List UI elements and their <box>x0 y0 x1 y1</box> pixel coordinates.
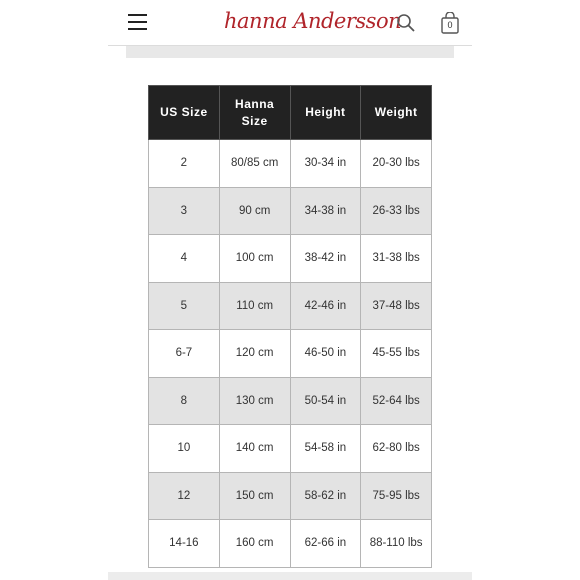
table-cell: 31-38 lbs <box>361 235 432 283</box>
brand-logo[interactable]: hanna Andersson <box>224 9 402 33</box>
table-cell: 12 <box>149 472 220 520</box>
column-header: Height <box>290 86 361 140</box>
column-header: US Size <box>149 86 220 140</box>
table-cell: 90 cm <box>219 187 290 235</box>
table-cell: 45-55 lbs <box>361 330 432 378</box>
table-cell: 160 cm <box>219 520 290 568</box>
table-cell: 110 cm <box>219 282 290 330</box>
table-cell: 52-64 lbs <box>361 377 432 425</box>
table-cell: 80/85 cm <box>219 140 290 188</box>
page-footer-edge <box>108 572 472 580</box>
table-cell: 88-110 lbs <box>361 520 432 568</box>
content-divider <box>126 46 454 58</box>
cart-count: 0 <box>447 20 453 30</box>
column-header: Weight <box>361 86 432 140</box>
mobile-page <box>108 0 472 580</box>
column-header: Hanna Size <box>219 86 290 140</box>
table-cell: 34-38 in <box>290 187 361 235</box>
table-cell: 46-50 in <box>290 330 361 378</box>
table-cell: 140 cm <box>219 425 290 473</box>
table-cell: 54-58 in <box>290 425 361 473</box>
table-cell: 30-34 in <box>290 140 361 188</box>
table-cell: 120 cm <box>219 330 290 378</box>
table-cell: 150 cm <box>219 472 290 520</box>
table-cell: 26-33 lbs <box>361 187 432 235</box>
size-chart-table <box>148 85 432 568</box>
hamburger-menu-icon[interactable] <box>128 14 147 31</box>
table-row <box>149 520 432 568</box>
table-cell: 50-54 in <box>290 377 361 425</box>
table-header-row <box>149 86 432 140</box>
table-cell: 130 cm <box>219 377 290 425</box>
table-row <box>149 377 432 425</box>
table-row <box>149 282 432 330</box>
table-cell: 37-48 lbs <box>361 282 432 330</box>
table-row <box>149 330 432 378</box>
table-row <box>149 472 432 520</box>
table-cell: 62-66 in <box>290 520 361 568</box>
search-icon[interactable] <box>396 13 416 33</box>
table-cell: 75-95 lbs <box>361 472 432 520</box>
table-cell: 4 <box>149 235 220 283</box>
table-row <box>149 187 432 235</box>
table-cell: 20-30 lbs <box>361 140 432 188</box>
site-header <box>108 0 472 46</box>
table-cell: 2 <box>149 140 220 188</box>
table-cell: 8 <box>149 377 220 425</box>
shopping-bag-icon[interactable] <box>440 12 460 34</box>
table-cell: 58-62 in <box>290 472 361 520</box>
table-cell: 3 <box>149 187 220 235</box>
table-cell: 10 <box>149 425 220 473</box>
table-cell: 5 <box>149 282 220 330</box>
table-cell: 100 cm <box>219 235 290 283</box>
table-row <box>149 140 432 188</box>
table-cell: 14-16 <box>149 520 220 568</box>
table-cell: 62-80 lbs <box>361 425 432 473</box>
table-row <box>149 425 432 473</box>
table-row <box>149 235 432 283</box>
table-cell: 38-42 in <box>290 235 361 283</box>
table-cell: 42-46 in <box>290 282 361 330</box>
table-cell: 6-7 <box>149 330 220 378</box>
